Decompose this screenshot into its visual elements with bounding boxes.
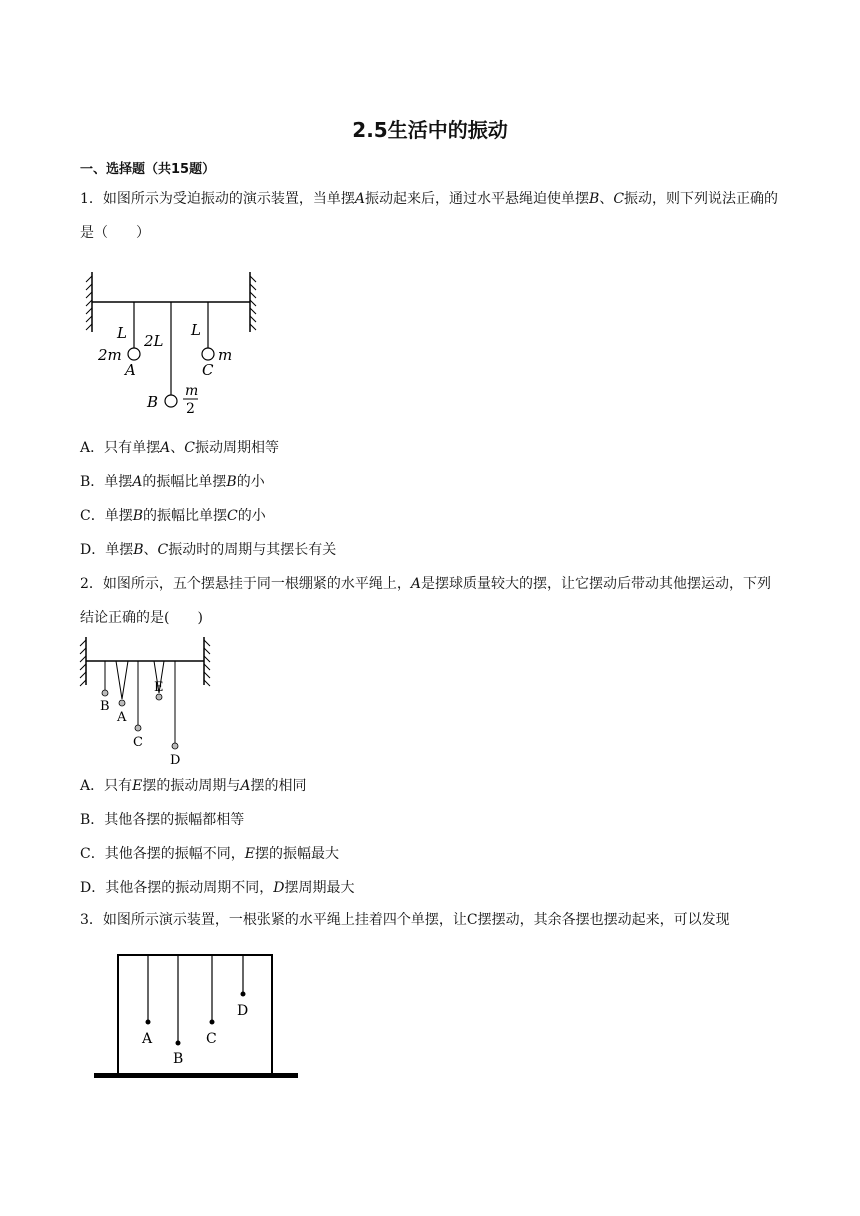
question-3-stem [80, 903, 785, 937]
text-segment: 、 [170, 440, 185, 456]
text-segment: D．单摆 [80, 542, 134, 558]
q1-option-a[interactable] [80, 438, 279, 458]
section-heading: 一、选择题（共15题） [80, 162, 216, 177]
text-segment: 摆的相同 [250, 778, 307, 794]
page-title: 2.5生活中的振动 [352, 118, 508, 142]
text-segment: 1．如图所示为受迫振动的演示装置，当单摆 [80, 191, 355, 207]
q2-option-b[interactable] [80, 810, 244, 830]
text-segment: 、 [599, 191, 614, 207]
q3-four-pendulums-figure [92, 950, 302, 1082]
text-segment: 摆周期最大 [284, 880, 355, 896]
q3-label-A: A [142, 1031, 153, 1047]
text-segment: A．只有单摆 [80, 440, 161, 456]
question-1-stem [80, 182, 785, 250]
q1-mass-C: m [218, 346, 233, 364]
variable-text: A [410, 576, 422, 592]
variable-text: B [226, 474, 237, 490]
q2-option-c[interactable] [80, 844, 339, 864]
text-segment: 的振幅比单摆 [142, 474, 227, 490]
q1-label-L-right: L [191, 321, 201, 339]
q2-label-D: D [170, 753, 181, 768]
text-segment: 、 [143, 542, 158, 558]
q1-mass-A: 2m [98, 346, 122, 364]
text-segment: 振动起来后，通过水平悬绳迫使单摆 [365, 191, 590, 207]
q1-label-2L: 2L [144, 332, 164, 350]
q1-option-d[interactable] [80, 540, 336, 560]
variable-text: E [132, 778, 143, 794]
q2-label-C: C [133, 735, 143, 750]
q1-option-b[interactable] [80, 472, 265, 492]
q2-label-B: B [100, 699, 110, 714]
q1-option-c[interactable] [80, 506, 266, 526]
q1-label-C: C [202, 361, 214, 379]
text-segment: 是摆球质量较大的摆，让它摆动后带动其他摆运动，下列结论正确的是( ) [80, 576, 772, 626]
text-segment: 的小 [236, 474, 265, 490]
variable-text: A [160, 440, 171, 456]
variable-text: D [273, 880, 285, 896]
q1-label-A: A [125, 361, 136, 379]
text-segment: C．单摆 [80, 508, 133, 524]
variable-text: B [589, 191, 600, 207]
text-segment: C．其他各摆的振幅不同， [80, 846, 245, 862]
text-segment: D．其他各摆的振动周期不同， [80, 880, 274, 896]
text-segment: 振动，则下列说法正确的是（ ） [80, 191, 779, 241]
text-segment: A．只有 [80, 778, 133, 794]
q3-label-C: C [206, 1031, 217, 1047]
q1-label-B: B [147, 393, 159, 411]
variable-text: B [132, 508, 144, 524]
q2-five-pendulums-figure [78, 635, 218, 770]
q3-label-B: B [173, 1051, 184, 1067]
question-2-stem [80, 567, 785, 635]
text-segment: 的振幅比单摆 [143, 508, 228, 524]
q2-option-d[interactable] [80, 878, 354, 898]
variable-text: C [613, 191, 625, 207]
q3-label-D: D [237, 1003, 249, 1019]
q2-option-a[interactable] [80, 776, 306, 796]
q1-forced-vibration-figure [84, 268, 264, 416]
variable-text: C [227, 508, 238, 524]
variable-text: C [157, 542, 169, 558]
variable-text: E [244, 846, 255, 862]
text-segment: 的小 [237, 508, 266, 524]
text-segment: 振动周期相等 [194, 440, 279, 456]
q1-mass-B-numerator: m [185, 383, 199, 399]
variable-text: A [132, 474, 143, 490]
text-segment: 2．如图所示，五个摆悬挂于同一根绷紧的水平绳上， [80, 576, 411, 592]
text-segment: 摆的振幅最大 [254, 846, 339, 862]
q1-mass-B-denominator: 2 [186, 401, 195, 416]
q2-label-E: E [154, 680, 164, 695]
q1-label-L-left: L [117, 324, 127, 342]
variable-text: A [240, 778, 251, 794]
variable-text: A [354, 191, 366, 207]
text-segment: B．单摆 [80, 474, 133, 490]
variable-text: C [184, 440, 195, 456]
text-segment: B．其他各摆的振幅都相等 [80, 812, 245, 828]
text-segment: 摆的振动周期与 [142, 778, 241, 794]
q2-label-A: A [117, 710, 127, 725]
variable-text: B [133, 542, 144, 558]
text-segment: 振动时的周期与其摆长有关 [168, 542, 337, 558]
text-segment: 3．如图所示演示装置，一根张紧的水平绳上挂着四个单摆，让C摆摆动，其余各摆也摆动起来，可以发现 [80, 912, 730, 928]
